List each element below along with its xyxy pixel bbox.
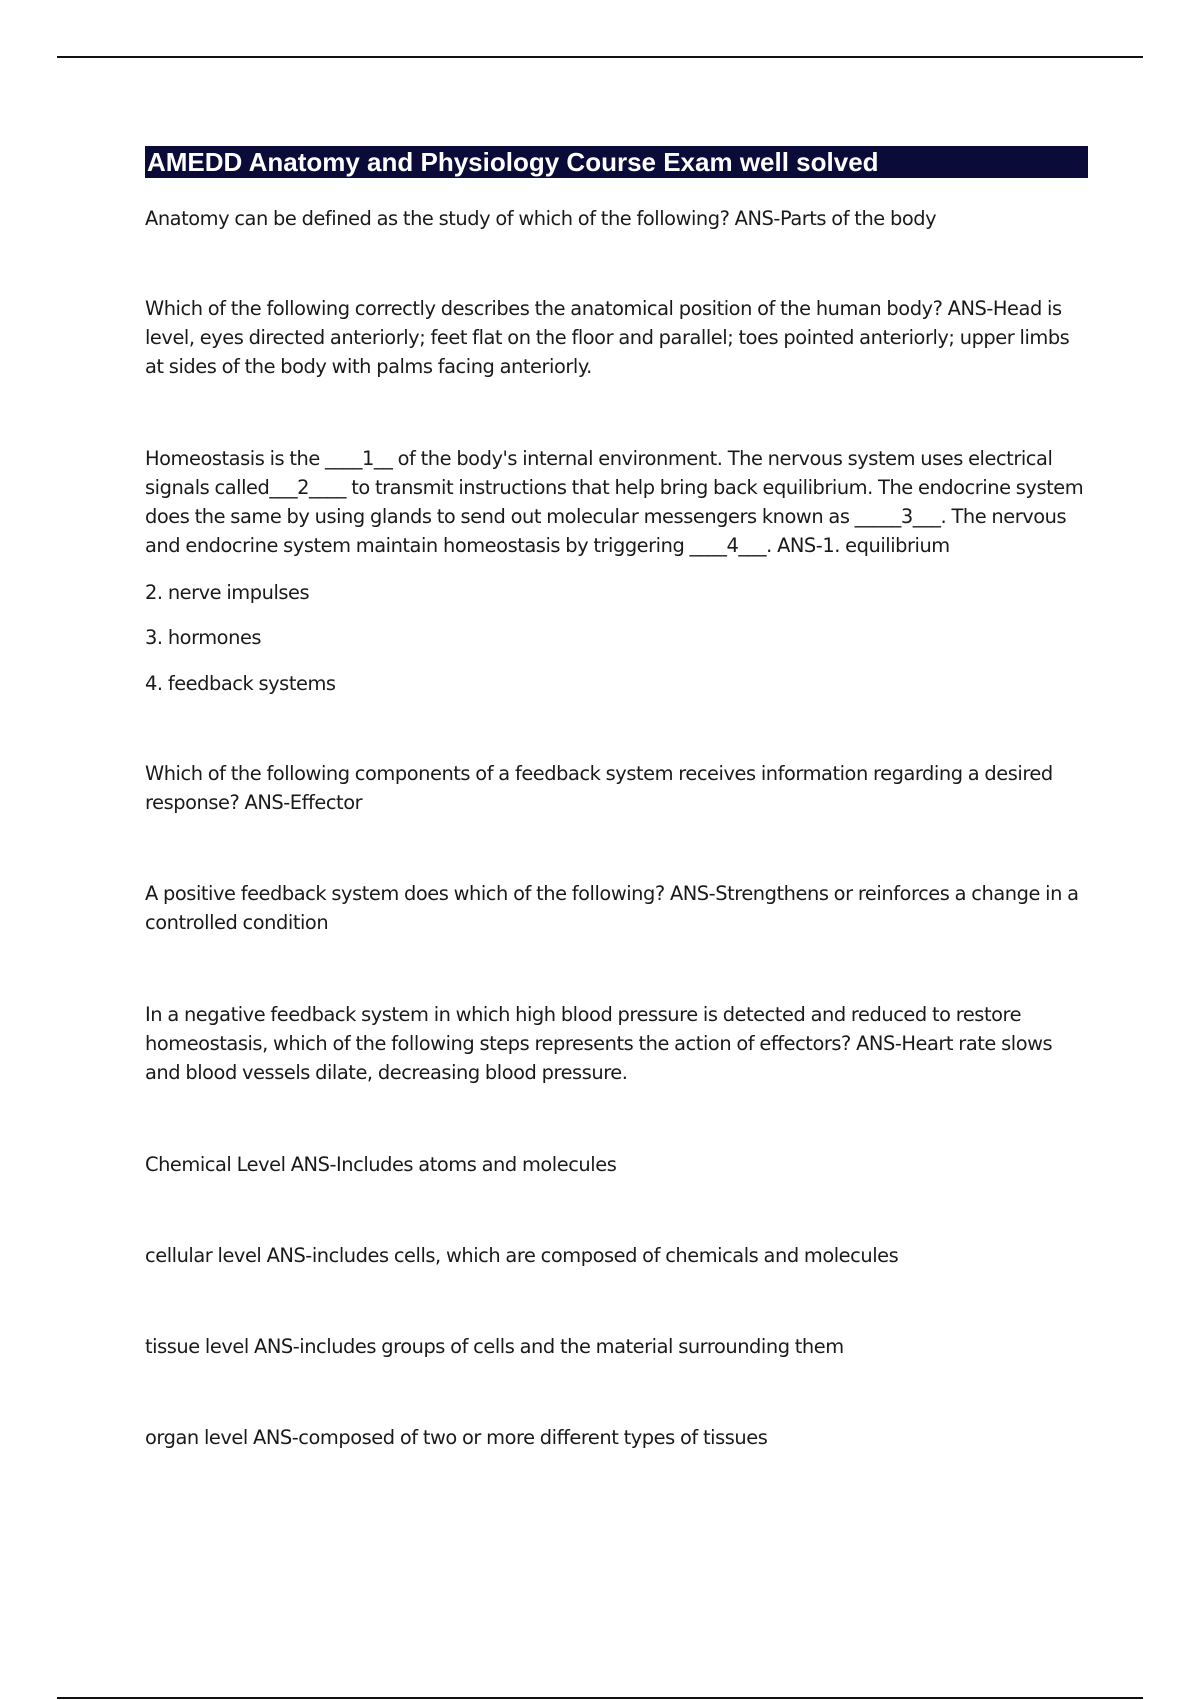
qa-item-chemical-level: Chemical Level ANS-Includes atoms and molecules <box>145 1153 617 1176</box>
answer-list-item-4: 4. feedback systems <box>145 672 336 695</box>
footer-rule <box>57 1697 1143 1699</box>
document-title: AMEDD Anatomy and Physiology Course Exam well solved <box>145 146 1088 178</box>
qa-item-anatomy: Anatomy can be defined as the study of which of the following? ANS-Parts of the body <box>145 207 937 230</box>
header-rule <box>57 56 1143 58</box>
qa-item-negative-feedback: In a negative feedback system in which high blood pressure is detected and reduced to restore homeostasis, which of the following steps represents the action of effectors? ANS-Heart rate slows and blood vessels dilate, decreasing blood pressure. <box>145 1003 1053 1084</box>
answer-list-item-3: 3. hormones <box>145 626 262 649</box>
qa-item-organ-level: organ level ANS-composed of two or more different types of tissues <box>145 1426 768 1449</box>
qa-item-tissue-level: tissue level ANS-includes groups of cells and the material surrounding them <box>145 1335 844 1358</box>
answer-list-item-2: 2. nerve impulses <box>145 581 310 604</box>
qa-item-positive-feedback: A positive feedback system does which of the following? ANS-Strengthens or reinforces a change in a controlled condition <box>145 882 1079 934</box>
qa-item-homeostasis: Homeostasis is the ____1__ of the body's internal environment. The nervous system uses electrical signals called___2____ to transmit instructions that help bring back equilibrium. The endocrine system does the same by using glands to send out molecular messengers known as _____3___. The nervous and endocrine system maintain homeostasis by triggering ____4___. ANS-1. equilibrium <box>145 447 1084 557</box>
qa-item-feedback-component: Which of the following components of a feedback system receives information regarding a desired response? ANS-Effector <box>145 762 1053 814</box>
qa-item-anatomical-position: Which of the following correctly describes the anatomical position of the human body? ANS-Head is level, eyes directed anteriorly; feet flat on the floor and parallel; toes pointed anteriorly; upper limbs at sides of the body with palms facing anteriorly. <box>145 297 1070 378</box>
qa-item-cellular-level: cellular level ANS-includes cells, which are composed of chemicals and molecules <box>145 1244 899 1267</box>
